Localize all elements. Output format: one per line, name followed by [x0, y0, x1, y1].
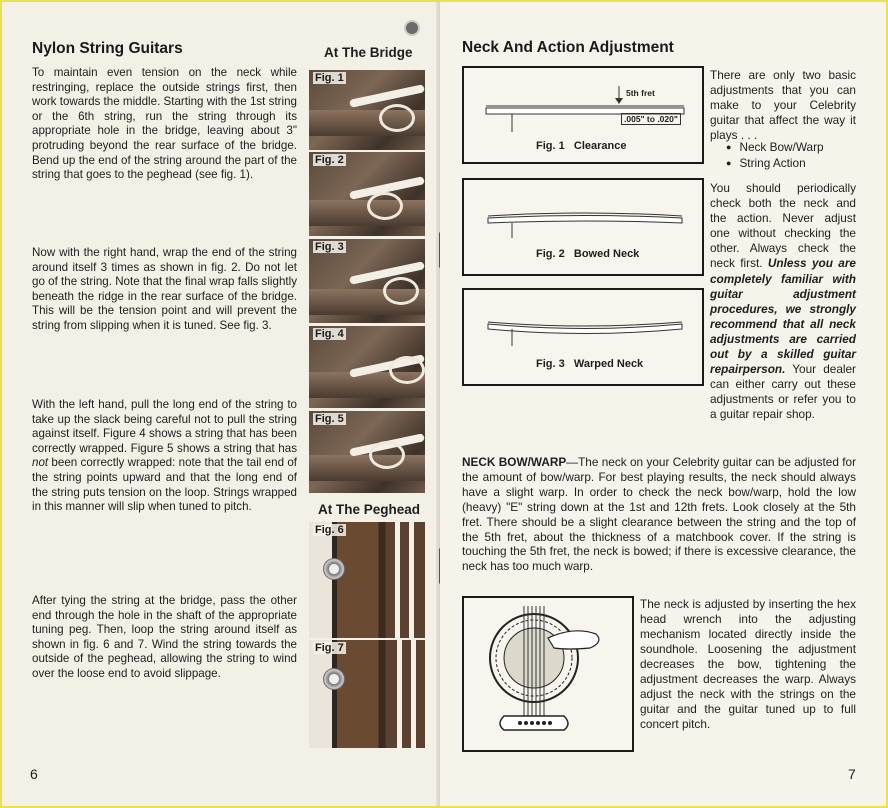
paragraph-3: With the left hand, pull the long end of the string to take up the slack being careful not to pull the string against itself. Figure 4 shows a string that has been correctly wrapped. Figure 5 shows a string that has not been correctly wrapped: note that the tail end of the string points upward and that the long end of the string puts tension on the loop. Strings wrapped in this manner will slip when tuned to pitch.	[32, 398, 297, 514]
fig-4-label: Fig. 4	[315, 328, 344, 340]
fig-2-label: Fig. 2	[315, 154, 344, 166]
soundhole-diagram	[464, 598, 632, 750]
neck-bow-heading: NECK BOW/WARP	[462, 455, 567, 469]
fig-7-photo	[309, 640, 425, 748]
fig-3-warped-box	[462, 288, 704, 386]
fig-1-clearance-box	[462, 66, 704, 164]
fig-5-label: Fig. 5	[315, 413, 344, 425]
fig-3-photo	[309, 239, 425, 323]
right-page-title: Neck And Action Adjustment	[462, 39, 674, 56]
adjust-paragraph: The neck is adjusted by inserting the hex head wrench into the adjusting mechanism located directly inside the soundhole. Loosening the adjustment decreases the bow, tightening the adjustment decreases the warp. Always adjust the neck with the strings on the guitar and the guitar tuned up to full concert pitch.	[640, 597, 856, 731]
clearance-gap-label: .005" to .020"	[621, 113, 681, 125]
intro-paragraph: There are only two basic adjustments that you can make to your Celebrity guitar that affect the way it plays . . .	[710, 68, 856, 142]
punch-hole-left	[404, 20, 420, 36]
neck-bow-paragraph: NECK BOW/WARP—The neck on your Celebrity guitar can be adjusted for the amount of bow/warp. For best playing results, the neck should always have a slight warp. In order to check the neck bow/warp, hold the low (heavy) "E" string down at the 1st and 12th frets. Look closely at the 5th fret. There should be a slight clearance between the string and the top of the 5th fret, about the thickness of a matchbook cover. If the string is touching the 5th fret, the neck is bowed; if there is excessive clearance, the neck has too much warp.	[462, 455, 856, 574]
right-page	[440, 0, 888, 808]
fig-1-caption: Fig. 1 Clearance	[536, 140, 627, 152]
fig-4-photo	[309, 326, 425, 408]
page-number-left: 6	[30, 766, 38, 782]
fig-2-caption: Fig. 2 Bowed Neck	[536, 248, 640, 260]
bullet-string-action: ● String Action	[726, 156, 824, 172]
fig-5-photo	[309, 411, 425, 493]
adjustment-list	[726, 140, 824, 172]
emphasis-not: not	[32, 456, 49, 470]
fig-6-label: Fig. 6	[315, 524, 344, 536]
soundhole-diagram-box	[462, 596, 634, 752]
fig-2-bowed-box	[462, 178, 704, 276]
fig-1-label: Fig. 1	[315, 72, 344, 84]
fig-1-photo	[309, 70, 425, 150]
warning-text: Unless you are completely familiar with guitar adjustment procedures, we strongly recommend that all neck adjustments are carried out by a skilled guitar repairperson.	[710, 256, 856, 377]
left-page-title: Nylon String Guitars	[32, 40, 183, 57]
fifth-fret-label: 5th fret	[626, 88, 655, 98]
fig-3-caption: Fig. 3 Warped Neck	[536, 358, 644, 370]
paragraph-2: Now with the right hand, wrap the end of the string around itself 3 times as shown in fig. 2. Do not let go of the string. Note that the final wrap falls slightly beneath the ridge in the rear surface of the bridge. This will be the tension point and will prevent the string from slipping when it is tuned. See fig. 3.	[32, 246, 297, 332]
peghead-section-title: At The Peghead	[318, 502, 421, 517]
fig-7-label: Fig. 7	[315, 642, 344, 654]
bridge-section-title: At The Bridge	[324, 45, 413, 60]
paragraph-4: After tying the string at the bridge, pass the other end through the hole in the shaft of the appropriate tuning peg. Then, loop the string around itself as shown in fig. 6 and 7. Wind the string towards the outside of the peghead, allowing the string to wind over the loose end to avoid slippage.	[32, 594, 297, 680]
paragraph-1: To maintain even tension on the neck while restringing, replace the outside strings first, then work towards the middle. Starting with the 1st string or the 6th string, run the string through its appropriate hole in the bridge, leaving about 3" protruding beyond the rear surface of the bridge. Bend up the end of the string around the part of the string that goes to the peghead (see fig. 1).	[32, 66, 297, 182]
fig-6-photo	[309, 522, 425, 638]
page-number-right: 7	[848, 766, 856, 782]
check-paragraph: You should periodically check both the neck and the action. Never adjust one without checking the other. Always check the neck first. Unless you are completely familiar with guitar adjustment procedures, we strongly recommend that all neck adjustments are carried out by a skilled guitar repairperson. Your dealer can either carry out these adjustments or refer you to a guitar repair shop.	[710, 181, 856, 422]
fig-2-photo	[309, 152, 425, 236]
bullet-neck-bow: ● Neck Bow/Warp	[726, 140, 824, 156]
left-page	[0, 0, 440, 808]
fig-3-label: Fig. 3	[315, 241, 344, 253]
